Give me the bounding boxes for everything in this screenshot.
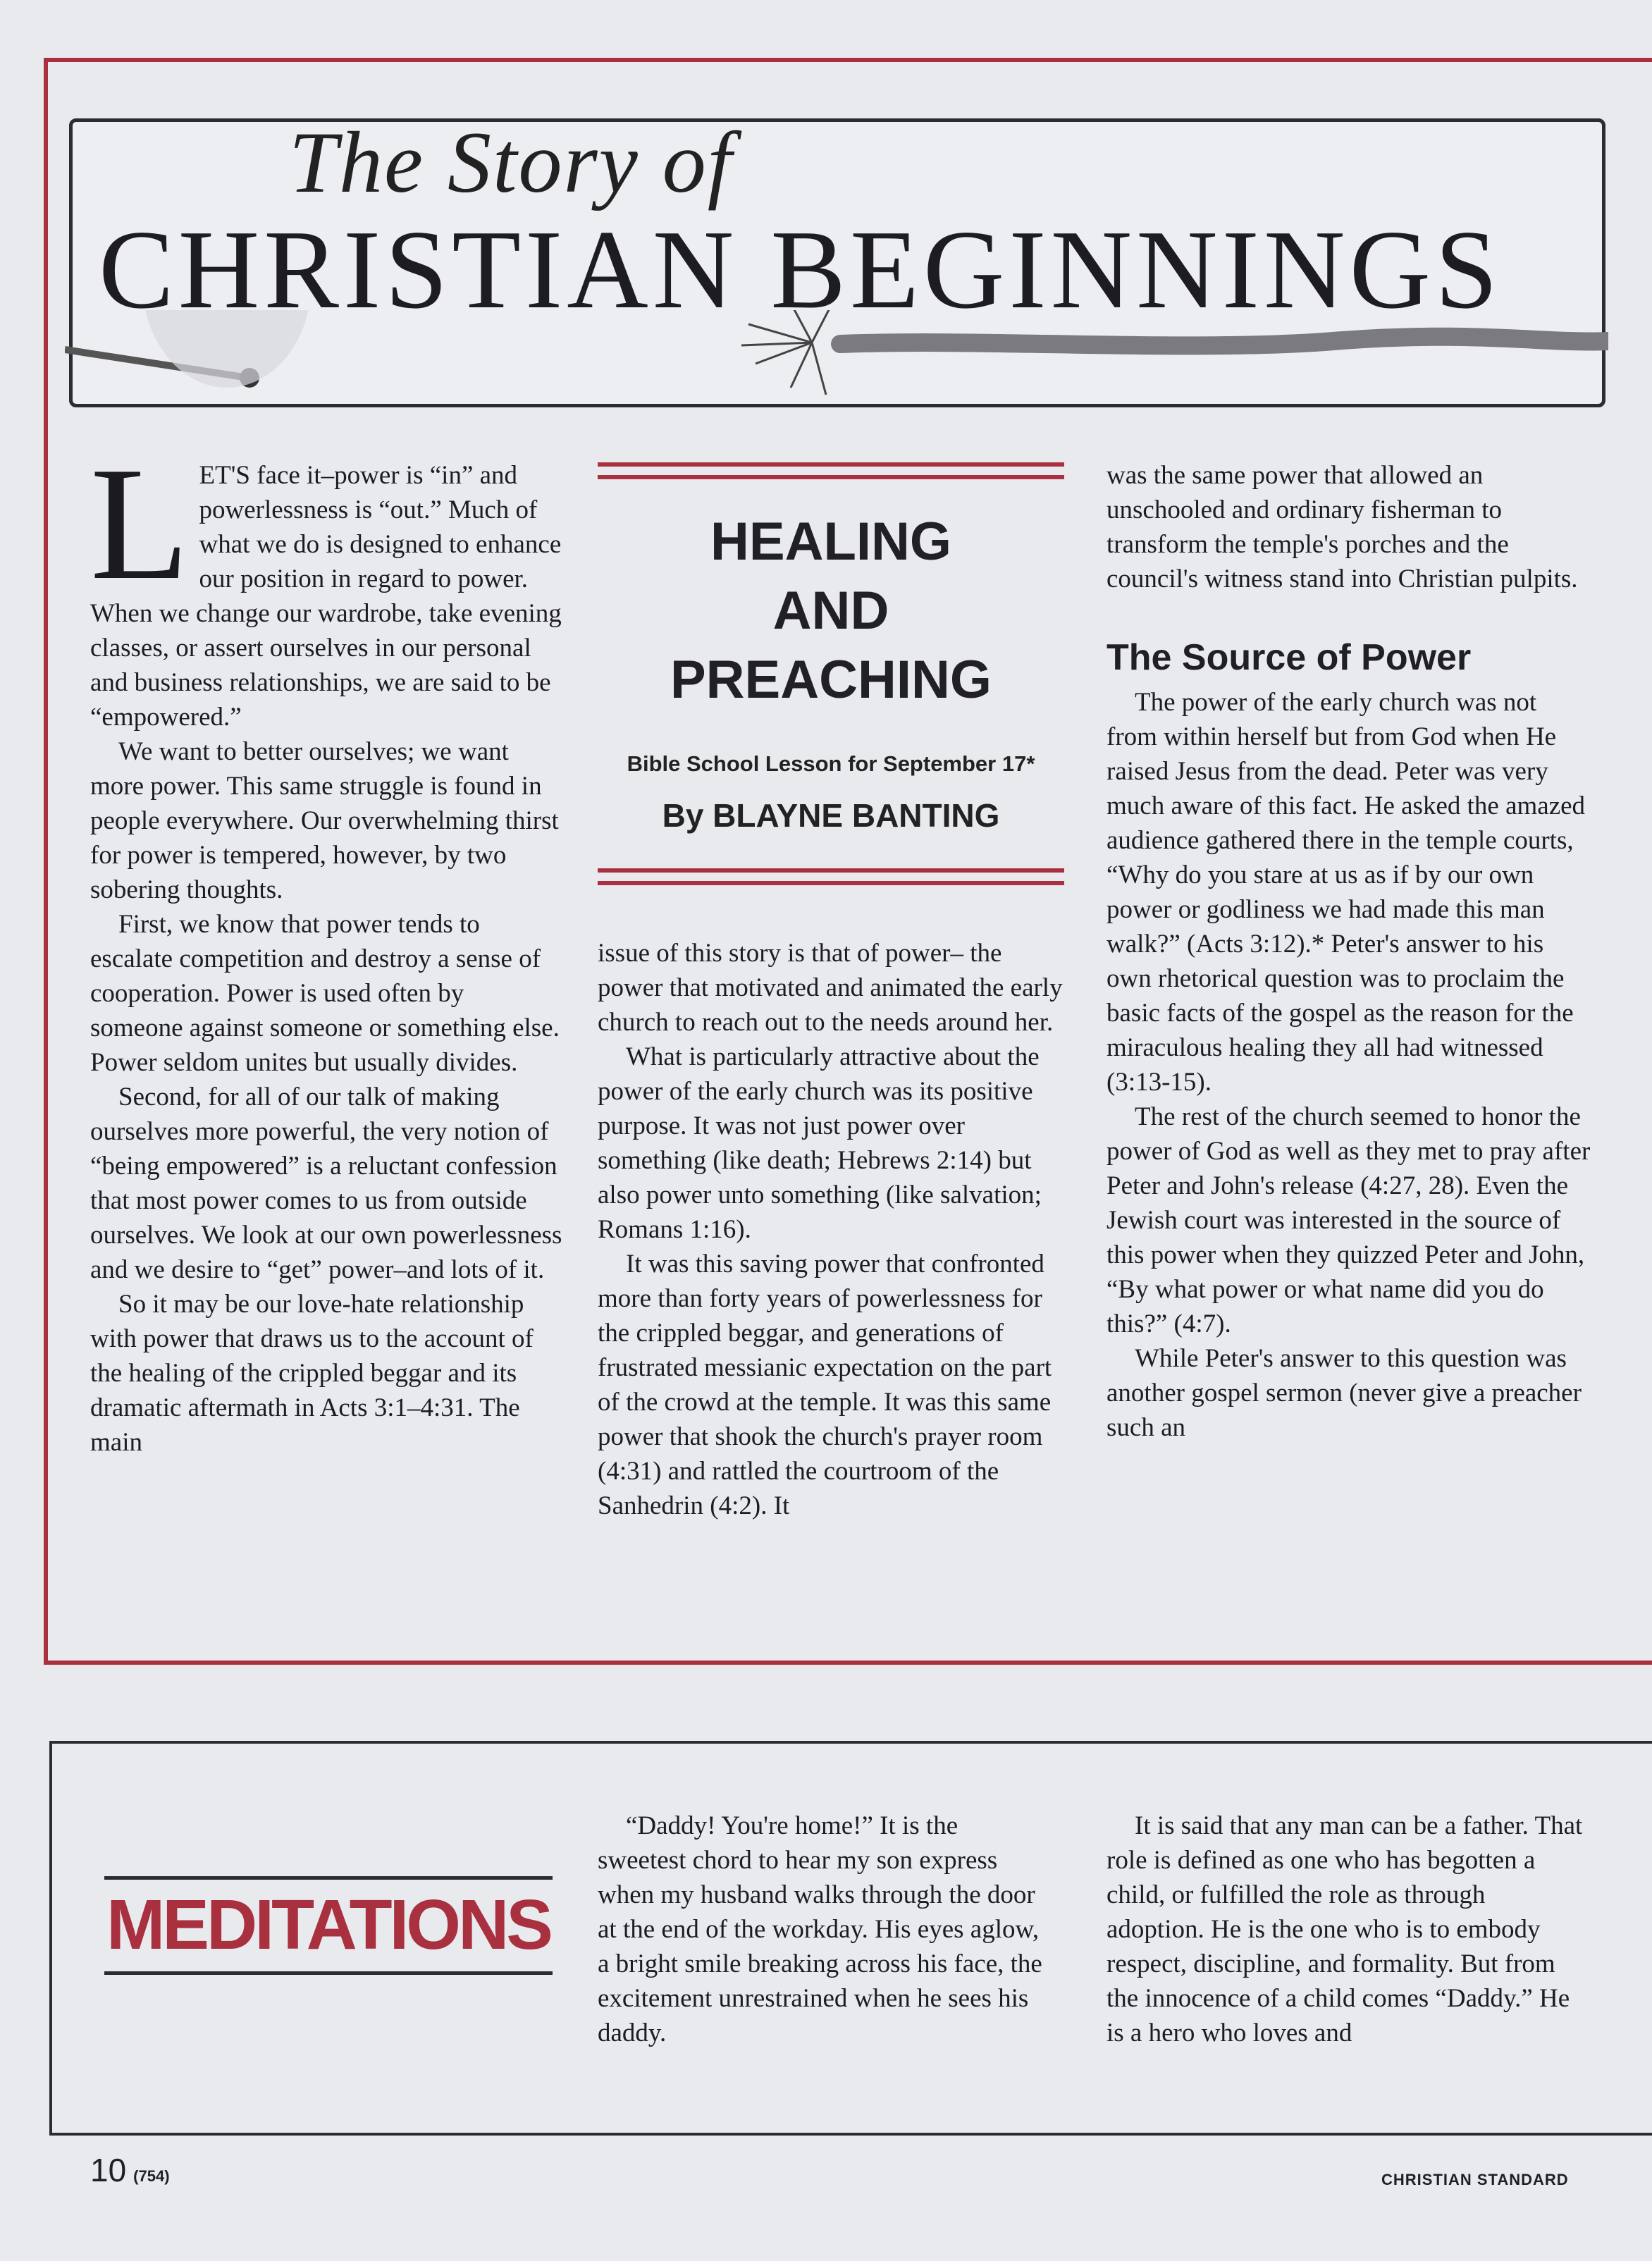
article-column-3 (1107, 458, 1593, 1445)
paragraph: was the same power that allowed an unschooled and ordinary fisherman to transform the temple's porches and the council's witness stand into Christian pulpits. (1107, 461, 1578, 593)
paragraph: While Peter's answer to this question was another gospel sermon (never give a preacher such an (1107, 1344, 1582, 1442)
paragraph: What is particularly attractive about the power of the early church was its positive purpose. It was not just power over something (like death; Hebrews 2:14) but also power unto something (like salvation; Romans 1:16). (598, 1042, 1042, 1244)
page-number (90, 2151, 170, 2189)
article-column-1 (90, 433, 562, 1460)
paragraph: So it may be our love-hate relationship with power that draws us to the account of the healing of the crippled beggar and its dramatic aftermath in Acts 3:1–4:31. The main (90, 1290, 534, 1457)
article-title (598, 507, 1064, 715)
page-number-value: 10 (90, 2152, 127, 2188)
drop-cap: L (90, 433, 190, 613)
article-column-2 (598, 936, 1063, 1523)
section-heading: The Source of Power (1107, 637, 1472, 678)
paragraph: “Daddy! You're home!” It is the sweetest chord to hear my son express when my husband walks through the door at the end of the workday. His eyes aglow, a bright smile breaking across his face, the excitement unrestrained when he sees his daddy. (598, 1811, 1042, 2047)
paragraph: First, we know that power tends to escalate competition and destroy a sense of cooperation. Power is used often by someone against someone or something else. Power seldom unites but usually divides. (90, 910, 560, 1077)
paragraph: We want to better ourselves; we want more power. This same struggle is found in people everywhere. Our overwhelming thirst for power is tempered, however, by two sobering thoughts. (90, 737, 559, 904)
title-rule-bottom (598, 868, 1064, 885)
paragraph: Second, for all of our talk of making ourselves more powerful, the very notion of “being empowered” is a reluctant confession that most power comes to us from outside ourselves. We look at our own powerlessness and we desire to “get” power–and lots of it. (90, 1083, 562, 1284)
meditations-logo: MEDITATIONS (104, 1876, 553, 1975)
paragraph: ET'S face it–power is “in” and powerlessness is “out.” Much of what we do is designed to enhance our position in regard to power. When we change our wardrobe, take evening classes, or assert ourselves in our personal and business relationships, we are said to be “empowered.” (90, 461, 562, 732)
byline: By BLAYNE BANTING (662, 797, 1000, 834)
paragraph: The rest of the church seemed to honor the power of God as well as they met to pray after Peter and John's release (4:27, 28). Even the Jewish court was interested in the source of this power when they quizzed Peter and John, “By what power or what name did you do this?” (4:7). (1107, 1102, 1591, 1338)
article-title-line: AND (772, 581, 889, 641)
paragraph: It is said that any man can be a father. That role is defined as one who has begotten a child, or fulfilled the role as through adoption. He is the one who is to embody respect, discipline, and formality. But from the innocence of a child comes “Daddy.” He is a hero who loves and (1107, 1811, 1583, 2047)
lesson-note: Bible School Lesson for September 17* (627, 751, 1035, 776)
paragraph: It was this saving power that confronted more than forty years of powerlessness for the crippled beggar, and generations of frustrated messianic expectation on the part of the crowd at the temple. It was this same power that shook the church's prayer room (4:31) and rattled the courtroom of the Sanhedrin (4:2). It (598, 1250, 1052, 1520)
banner-title: CHRISTIAN BEGINNINGS (99, 207, 1503, 332)
match-fuse-illustration (65, 310, 1608, 409)
paragraph: issue of this story is that of power– the power that motivated and animated the early church to reach out to the needs around her. (598, 939, 1063, 1037)
paragraph: The power of the early church was not from within herself but from God when He raised Jesus from the dead. Peter was very much aware of this fact. He asked the amazed audience gathered there in the temple courts, “Why do you stare at us as if by our own power or godliness we had made this man walk?” (Acts 3:12).* Peter's answer to his own rhetorical question was to proclaim the basic facts of the gospel as the reason for the miraculous healing they all had witnessed (3:13-15). (1107, 688, 1586, 1097)
meditations-column-1 (598, 1809, 1049, 2050)
magazine-name: CHRISTIAN STANDARD (1381, 2171, 1569, 2188)
banner-subtitle: The Story of (289, 114, 734, 211)
article-title-line: PREACHING (670, 650, 992, 710)
title-rule-top (598, 462, 1064, 479)
meditations-column-2 (1107, 1809, 1586, 2050)
article-title-line: HEALING (710, 512, 951, 572)
issue-page: (754) (133, 2167, 170, 2185)
